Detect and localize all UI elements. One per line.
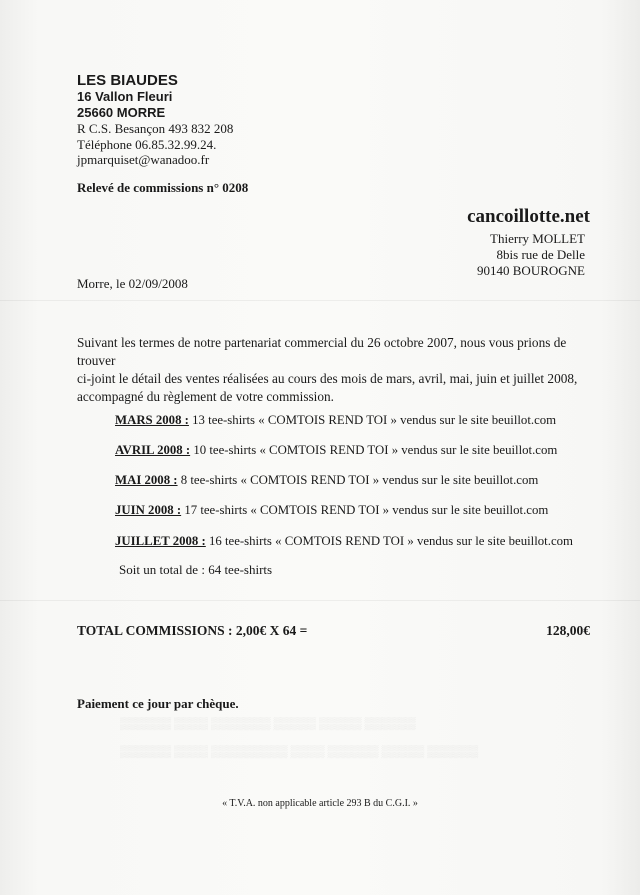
sales-month: JUIN 2008 : — [115, 503, 182, 517]
intro-paragraph — [77, 334, 597, 406]
recipient-contact: Thierry MOLLET — [490, 231, 585, 246]
sales-row-avril — [115, 443, 557, 458]
sales-row-juillet — [115, 534, 573, 549]
sender-phone: Téléphone 06.85.32.99.24. — [77, 137, 217, 152]
statement-reference: Relevé de commissions n° 0208 — [77, 180, 249, 195]
sender-rcs: R C.S. Besançon 493 832 208 — [77, 121, 234, 136]
sales-detail: 8 tee-shirts « COMTOIS REND TOI » vendus sur le site beuillot.com — [177, 473, 539, 487]
recipient-street: 8bis rue de Delle — [496, 247, 585, 262]
commission-label: TOTAL COMMISSIONS : 2,00€ X 64 = — [77, 623, 308, 638]
intro-line: ci-joint le détail des ventes réalisées au cours des mois de mars, avril, mai, juin et juillet 2008, — [77, 371, 578, 386]
sales-detail: 16 tee-shirts « COMTOIS REND TOI » vendus sur le site beuillot.com — [205, 534, 573, 548]
sales-month: MAI 2008 : — [115, 473, 178, 487]
intro-line: accompagné du règlement de votre commission. — [77, 389, 334, 404]
sales-month: JUILLET 2008 : — [115, 534, 206, 548]
sender-name: LES BIAUDES — [77, 72, 178, 89]
sales-row-mai — [115, 473, 538, 488]
sales-row-juin — [115, 503, 548, 518]
sales-row-mars — [115, 413, 556, 428]
fold-line — [0, 300, 640, 301]
sales-detail: 10 tee-shirts « COMTOIS REND TOI » vendus sur le site beuillot.com — [190, 443, 558, 457]
sender-city: 25660 MORRE — [77, 105, 166, 120]
show-through-text: ▒▒▒▒▒▒ ▒▒▒▒ ▒▒▒▒▒▒▒ ▒▒▒▒▒ ▒▒▒▒▒ ▒▒▒▒▒▒ — [120, 716, 416, 730]
sender-street: 16 Vallon Fleuri — [77, 89, 173, 104]
sales-month: MARS 2008 : — [115, 413, 189, 427]
recipient-city: 90140 BOUROGNE — [477, 263, 585, 278]
place-date: Morre, le 02/09/2008 — [77, 276, 188, 291]
sender-email: jpmarquiset@wanadoo.fr — [77, 152, 210, 167]
intro-line: Suivant les termes de notre partenariat commercial du 26 octobre 2007, nous vous prions de trouver — [77, 335, 567, 368]
sales-detail: 17 tee-shirts « COMTOIS REND TOI » vendus sur le site beuillot.com — [181, 503, 549, 517]
sales-detail: 13 tee-shirts « COMTOIS REND TOI » vendus sur le site beuillot.com — [188, 413, 557, 427]
vat-note: « T.V.A. non applicable article 293 B du C.G.I. » — [222, 798, 418, 809]
fold-line — [0, 600, 640, 601]
recipient-company: cancoillotte.net — [467, 206, 590, 227]
sales-month: AVRIL 2008 : — [115, 443, 191, 457]
total-quantity: Soit un total de : 64 tee-shirts — [119, 562, 273, 577]
payment-note: Paiement ce jour par chèque. — [77, 696, 239, 711]
show-through-text: ▒▒▒▒▒▒ ▒▒▒▒ ▒▒▒▒▒▒▒▒▒ ▒▒▒▒ ▒▒▒▒▒▒ ▒▒▒▒▒ ▒▒▒▒▒▒ — [120, 744, 479, 758]
commission-amount: 128,00€ — [546, 623, 590, 638]
